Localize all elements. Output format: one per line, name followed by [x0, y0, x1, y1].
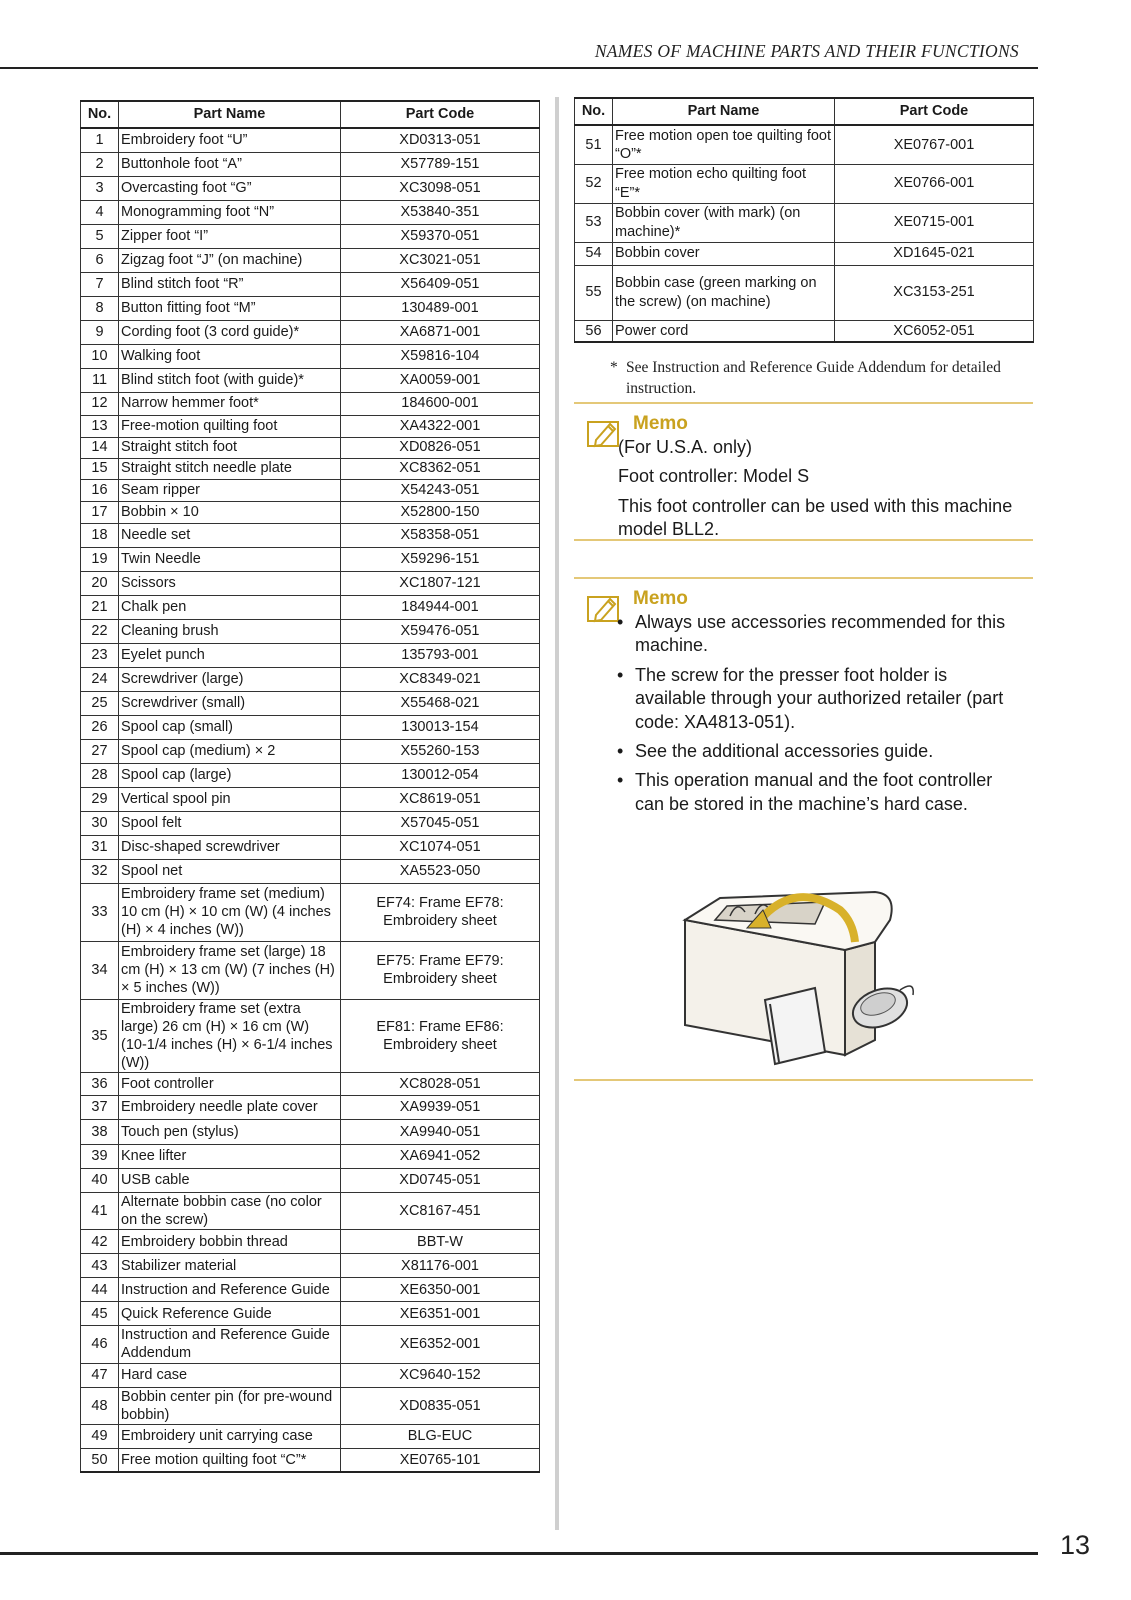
table-row: [575, 242, 1034, 265]
memo1-body: [618, 436, 1018, 548]
table-row: [81, 368, 540, 392]
part-name: Free motion open toe quilting foot “O”*: [613, 125, 835, 164]
part-name: Needle set: [119, 523, 341, 547]
part-number: 6: [81, 248, 119, 272]
part-number: 55: [575, 265, 613, 320]
table-row: [81, 811, 540, 835]
part-code: XE6351-001: [341, 1302, 540, 1326]
part-number: 38: [81, 1120, 119, 1145]
part-code: X59816-104: [341, 344, 540, 368]
table-row: [81, 547, 540, 571]
part-number: 41: [81, 1193, 119, 1230]
table-row: [81, 296, 540, 320]
table-row: [81, 739, 540, 763]
part-name: Spool cap (medium) × 2: [119, 739, 341, 763]
part-number: 32: [81, 859, 119, 883]
part-name: Eyelet punch: [119, 643, 341, 667]
part-name: Vertical spool pin: [119, 787, 341, 811]
part-number: 31: [81, 835, 119, 859]
part-code: XD1645-021: [835, 242, 1034, 265]
part-code: 130489-001: [341, 296, 540, 320]
part-number: 24: [81, 667, 119, 691]
part-number: 28: [81, 763, 119, 787]
part-name: Foot controller: [119, 1073, 341, 1096]
part-name: Bobbin × 10: [119, 501, 341, 523]
part-name: Free-motion quilting foot: [119, 415, 341, 437]
part-number: 50: [81, 1448, 119, 1472]
part-code: X57045-051: [341, 811, 540, 835]
table-row: [81, 176, 540, 200]
table-row: [81, 152, 540, 176]
footnote: [610, 358, 1036, 400]
table-row: [81, 128, 540, 152]
part-code: XA6941-052: [341, 1145, 540, 1169]
part-name: Blind stitch foot “R”: [119, 272, 341, 296]
part-number: 26: [81, 715, 119, 739]
part-name: Touch pen (stylus): [119, 1120, 341, 1145]
part-number: 39: [81, 1145, 119, 1169]
table-row: [81, 1145, 540, 1169]
part-number: 10: [81, 344, 119, 368]
part-name: Zipper foot “I”: [119, 224, 341, 248]
part-name: Scissors: [119, 571, 341, 595]
part-code: XE0767-001: [835, 125, 1034, 164]
table-row: [81, 999, 540, 1073]
table-row: [81, 619, 540, 643]
table-row: [81, 763, 540, 787]
part-number: 27: [81, 739, 119, 763]
part-code: XC8362-051: [341, 458, 540, 479]
part-name: Buttonhole foot “A”: [119, 152, 341, 176]
part-name: Embroidery frame set (extra large) 26 cm (H) × 16 cm (W) (10-1/4 inches (H) × 6-1/4 inches (W)): [119, 999, 341, 1073]
table-row: [81, 835, 540, 859]
part-name: Monogramming foot “N”: [119, 200, 341, 224]
part-code: 130013-154: [341, 715, 540, 739]
part-code: XA4322-001: [341, 415, 540, 437]
part-code: 130012-054: [341, 763, 540, 787]
memo2-bottom-rule: [574, 1079, 1033, 1081]
part-name: Quick Reference Guide: [119, 1302, 341, 1326]
column-divider: [555, 97, 559, 1530]
part-code: X81176-001: [341, 1254, 540, 1278]
part-code: X55260-153: [341, 739, 540, 763]
part-number: 42: [81, 1230, 119, 1254]
part-number: 7: [81, 272, 119, 296]
table-header-row: [81, 101, 540, 128]
hard-case-illustration: [675, 880, 935, 1080]
part-number: 19: [81, 547, 119, 571]
part-code: XE6352-001: [341, 1326, 540, 1363]
part-number: 44: [81, 1278, 119, 1302]
part-number: 43: [81, 1254, 119, 1278]
part-name: Bobbin cover: [613, 242, 835, 265]
part-number: 30: [81, 811, 119, 835]
part-name: Stabilizer material: [119, 1254, 341, 1278]
part-code: X53840-351: [341, 200, 540, 224]
table-row: [81, 1193, 540, 1230]
part-code: X59296-151: [341, 547, 540, 571]
table-row: [81, 1424, 540, 1448]
part-code: XC8028-051: [341, 1073, 540, 1096]
part-name: Blind stitch foot (with guide)*: [119, 368, 341, 392]
part-number: 14: [81, 437, 119, 458]
part-name: Overcasting foot “G”: [119, 176, 341, 200]
memo2-item: • See the additional accessories guide.: [617, 740, 1017, 763]
part-number: 4: [81, 200, 119, 224]
header-part-name: Part Name: [119, 101, 341, 128]
memo1-line: Foot controller: Model S: [618, 466, 810, 487]
part-name: Power cord: [613, 320, 835, 342]
part-code: XA5523-050: [341, 859, 540, 883]
part-code: XD0313-051: [341, 128, 540, 152]
table-row: [81, 392, 540, 415]
part-number: 13: [81, 415, 119, 437]
table-row: [81, 458, 540, 479]
part-name: Spool cap (large): [119, 763, 341, 787]
parts-table-right: [574, 97, 1034, 343]
part-number: 45: [81, 1302, 119, 1326]
part-code: XC9640-152: [341, 1363, 540, 1387]
part-code: XE6350-001: [341, 1278, 540, 1302]
part-number: 2: [81, 152, 119, 176]
part-number: 23: [81, 643, 119, 667]
part-code: XC3153-251: [835, 265, 1034, 320]
part-code: XC3021-051: [341, 248, 540, 272]
part-name: Spool felt: [119, 811, 341, 835]
part-number: 48: [81, 1387, 119, 1424]
part-number: 25: [81, 691, 119, 715]
part-code: XC1807-121: [341, 571, 540, 595]
table-row: [81, 1387, 540, 1424]
part-number: 22: [81, 619, 119, 643]
part-code: XD0826-051: [341, 437, 540, 458]
table-row: [81, 1230, 540, 1254]
part-name: Narrow hemmer foot*: [119, 392, 341, 415]
part-number: 40: [81, 1169, 119, 1193]
part-number: 29: [81, 787, 119, 811]
part-number: 17: [81, 501, 119, 523]
part-number: 11: [81, 368, 119, 392]
table-row: [81, 523, 540, 547]
part-code: XE0715-001: [835, 203, 1034, 242]
part-code: BBT-W: [341, 1230, 540, 1254]
table-row: [81, 1254, 540, 1278]
part-number: 56: [575, 320, 613, 342]
table-row: [81, 1096, 540, 1120]
part-name: Screwdriver (small): [119, 691, 341, 715]
header-part-name: Part Name: [613, 98, 835, 125]
part-name: Cording foot (3 cord guide)*: [119, 320, 341, 344]
part-code: XA6871-001: [341, 320, 540, 344]
footer-divider: [0, 1552, 1038, 1555]
memo2-top-rule: [574, 577, 1033, 579]
table-row: [81, 248, 540, 272]
part-number: 54: [575, 242, 613, 265]
part-code: EF74: Frame EF78: Embroidery sheet: [341, 883, 540, 941]
table-row: [81, 1326, 540, 1363]
part-code: XA9940-051: [341, 1120, 540, 1145]
table-row: [81, 224, 540, 248]
part-number: 15: [81, 458, 119, 479]
part-name: Bobbin case (green marking on the screw) (on machine): [613, 265, 835, 320]
part-name: USB cable: [119, 1169, 341, 1193]
part-code: 184600-001: [341, 392, 540, 415]
part-code: XE0766-001: [835, 164, 1034, 203]
memo1-top-rule: [574, 402, 1033, 404]
table-row: [81, 1448, 540, 1472]
part-name: Spool cap (small): [119, 715, 341, 739]
part-code: XC8167-451: [341, 1193, 540, 1230]
part-number: 16: [81, 479, 119, 501]
table-row: [575, 265, 1034, 320]
part-name: Twin Needle: [119, 547, 341, 571]
memo1-title: Memo: [633, 413, 688, 434]
part-number: 36: [81, 1073, 119, 1096]
part-number: 12: [81, 392, 119, 415]
table-row: [81, 501, 540, 523]
table-row: [575, 125, 1034, 164]
part-code: X58358-051: [341, 523, 540, 547]
table-row: [81, 320, 540, 344]
part-number: 52: [575, 164, 613, 203]
part-name: Walking foot: [119, 344, 341, 368]
table-row: [81, 941, 540, 999]
table-row: [81, 479, 540, 501]
part-number: 21: [81, 595, 119, 619]
table-row: [81, 415, 540, 437]
part-number: 34: [81, 941, 119, 999]
page-header-title: NAMES OF MACHINE PARTS AND THEIR FUNCTIONS: [594, 41, 1019, 61]
table-row: [81, 787, 540, 811]
part-name: Cleaning brush: [119, 619, 341, 643]
table-row: [81, 1278, 540, 1302]
part-name: Free motion quilting foot “C”*: [119, 1448, 341, 1472]
part-name: Embroidery foot “U”: [119, 128, 341, 152]
part-code: X57789-151: [341, 152, 540, 176]
part-name: Instruction and Reference Guide Addendum: [119, 1326, 341, 1363]
memo2-item: • Always use accessories recommended for this machine.: [617, 611, 1017, 658]
table-row: [81, 437, 540, 458]
part-code: X56409-051: [341, 272, 540, 296]
header-no: No.: [81, 101, 119, 128]
part-code: BLG-EUC: [341, 1424, 540, 1448]
part-code: 135793-001: [341, 643, 540, 667]
page-number: 13: [1060, 1530, 1091, 1560]
part-name: Embroidery unit carrying case: [119, 1424, 341, 1448]
part-number: 20: [81, 571, 119, 595]
table-row: [81, 1073, 540, 1096]
memo-pencil-icon: [586, 416, 622, 450]
part-name: Embroidery bobbin thread: [119, 1230, 341, 1254]
table-row: [81, 691, 540, 715]
memo1-line: (For U.S.A. only): [618, 437, 753, 457]
table-row: [81, 1120, 540, 1145]
part-code: XC1074-051: [341, 835, 540, 859]
part-number: 53: [575, 203, 613, 242]
part-code: X52800-150: [341, 501, 540, 523]
table-row: [81, 200, 540, 224]
memo1-bottom-rule: [574, 539, 1033, 541]
table-row: [81, 344, 540, 368]
part-name: Bobbin cover (with mark) (on machine)*: [613, 203, 835, 242]
table-row: [81, 1302, 540, 1326]
parts-table-left: [80, 100, 540, 1473]
part-code: 184944-001: [341, 595, 540, 619]
part-number: 35: [81, 999, 119, 1073]
part-number: 18: [81, 523, 119, 547]
part-code: X55468-021: [341, 691, 540, 715]
part-name: Zigzag foot “J” (on machine): [119, 248, 341, 272]
table-row: [81, 643, 540, 667]
table-row: [81, 883, 540, 941]
part-code: EF75: Frame EF79: Embroidery sheet: [341, 941, 540, 999]
part-name: Embroidery frame set (large) 18 cm (H) × 13 cm (W) (7 inches (H) × 5 inches (W)): [119, 941, 341, 999]
part-code: XC3098-051: [341, 176, 540, 200]
part-number: 49: [81, 1424, 119, 1448]
part-name: Button fitting foot “M”: [119, 296, 341, 320]
part-number: 5: [81, 224, 119, 248]
part-name: Chalk pen: [119, 595, 341, 619]
part-number: 3: [81, 176, 119, 200]
part-code: XC8619-051: [341, 787, 540, 811]
part-name: Straight stitch foot: [119, 437, 341, 458]
table-row: [81, 595, 540, 619]
part-name: Instruction and Reference Guide: [119, 1278, 341, 1302]
table-row: [81, 571, 540, 595]
header-no: No.: [575, 98, 613, 125]
part-code: XC6052-051: [835, 320, 1034, 342]
part-code: X59370-051: [341, 224, 540, 248]
table-header-row: [575, 98, 1034, 125]
part-name: Embroidery needle plate cover: [119, 1096, 341, 1120]
part-code: XA0059-001: [341, 368, 540, 392]
table-row: [81, 1363, 540, 1387]
part-number: 37: [81, 1096, 119, 1120]
part-name: Disc-shaped screwdriver: [119, 835, 341, 859]
header-divider: [0, 67, 1038, 69]
memo2-item: • The screw for the presser foot holder is available through your authorized retailer (part code: XA4813-051).: [617, 664, 1017, 734]
part-name: Alternate bobbin case (no color on the screw): [119, 1193, 341, 1230]
part-code: XD0745-051: [341, 1169, 540, 1193]
part-code: EF81: Frame EF86: Embroidery sheet: [341, 999, 540, 1073]
part-name: Embroidery frame set (medium) 10 cm (H) × 10 cm (W) (4 inches (H) × 4 inches (W)): [119, 883, 341, 941]
memo1-line: This foot controller can be used with this machine model BLL2.: [618, 495, 1013, 540]
header-part-code: Part Code: [835, 98, 1034, 125]
part-code: XE0765-101: [341, 1448, 540, 1472]
part-name: Seam ripper: [119, 479, 341, 501]
table-row: [575, 203, 1034, 242]
part-code: X59476-051: [341, 619, 540, 643]
memo2-list: [617, 611, 1017, 822]
table-row: [81, 1169, 540, 1193]
part-name: Free motion echo quilting foot “E”*: [613, 164, 835, 203]
part-code: X54243-051: [341, 479, 540, 501]
part-number: 47: [81, 1363, 119, 1387]
table-row: [81, 667, 540, 691]
table-row: [575, 320, 1034, 342]
table-row: [81, 715, 540, 739]
part-number: 51: [575, 125, 613, 164]
part-number: 8: [81, 296, 119, 320]
part-name: Bobbin center pin (for pre-wound bobbin): [119, 1387, 341, 1424]
part-code: XC8349-021: [341, 667, 540, 691]
table-row: [575, 164, 1034, 203]
footnote-star: *: [610, 359, 618, 376]
part-name: Hard case: [119, 1363, 341, 1387]
part-number: 1: [81, 128, 119, 152]
part-number: 33: [81, 883, 119, 941]
part-name: Spool net: [119, 859, 341, 883]
memo2-item: • This operation manual and the foot controller can be stored in the machine’s hard case.: [617, 769, 1017, 816]
part-number: 9: [81, 320, 119, 344]
table-row: [81, 859, 540, 883]
part-code: XA9939-051: [341, 1096, 540, 1120]
header-part-code: Part Code: [341, 101, 540, 128]
part-name: Knee lifter: [119, 1145, 341, 1169]
memo2-title: Memo: [633, 588, 688, 609]
table-row: [81, 272, 540, 296]
footnote-text: See Instruction and Reference Guide Addendum for detailed instruction.: [626, 359, 1001, 397]
part-code: XD0835-051: [341, 1387, 540, 1424]
part-name: Straight stitch needle plate: [119, 458, 341, 479]
part-name: Screwdriver (large): [119, 667, 341, 691]
part-number: 46: [81, 1326, 119, 1363]
